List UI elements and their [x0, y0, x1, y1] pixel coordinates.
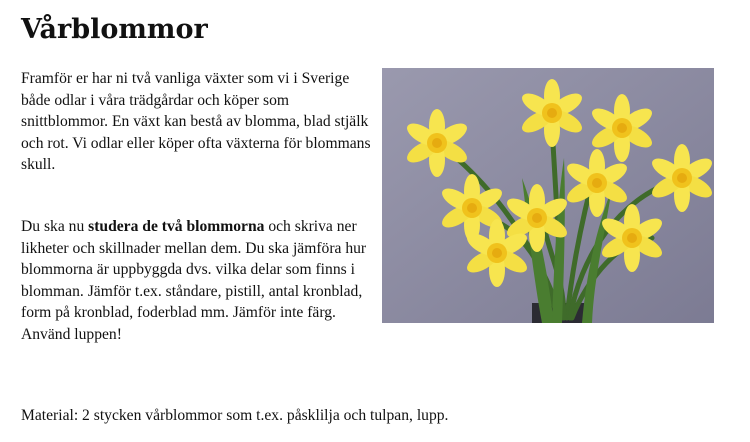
task-lead: Du ska nu — [21, 218, 89, 235]
task-rest: och skriva ner likheter och skillnader mellan dem. Du ska jämföra hur blommorna är uppbyggda dvs. vilka delar som finns i blomman. Jämför t.ex. ståndare, pistill, antal kronblad, form på kronblad, foderblad mm. Jämför inte färg. Använd luppen! — [21, 218, 367, 343]
intro-paragraph: Framför er har ni två vanliga växter som vi i Sverige både odlar i våra trädgårdar och köper som snittblommor. En växt kan bestå av blomma, blad stjälk och rot. Vi odlar eller köper ofta växterna för blommans skull. — [21, 70, 371, 173]
page-title: Vårblommor — [21, 14, 208, 45]
task-emphasis: studera de två blommorna — [88, 218, 265, 235]
daffodil-photo — [382, 68, 714, 323]
daffodil-illustration — [382, 68, 714, 323]
task-paragraph — [21, 216, 371, 345]
material-line: Material: 2 stycken vårblommor som t.ex. påsklilja och tulpan, lupp. — [21, 407, 449, 424]
